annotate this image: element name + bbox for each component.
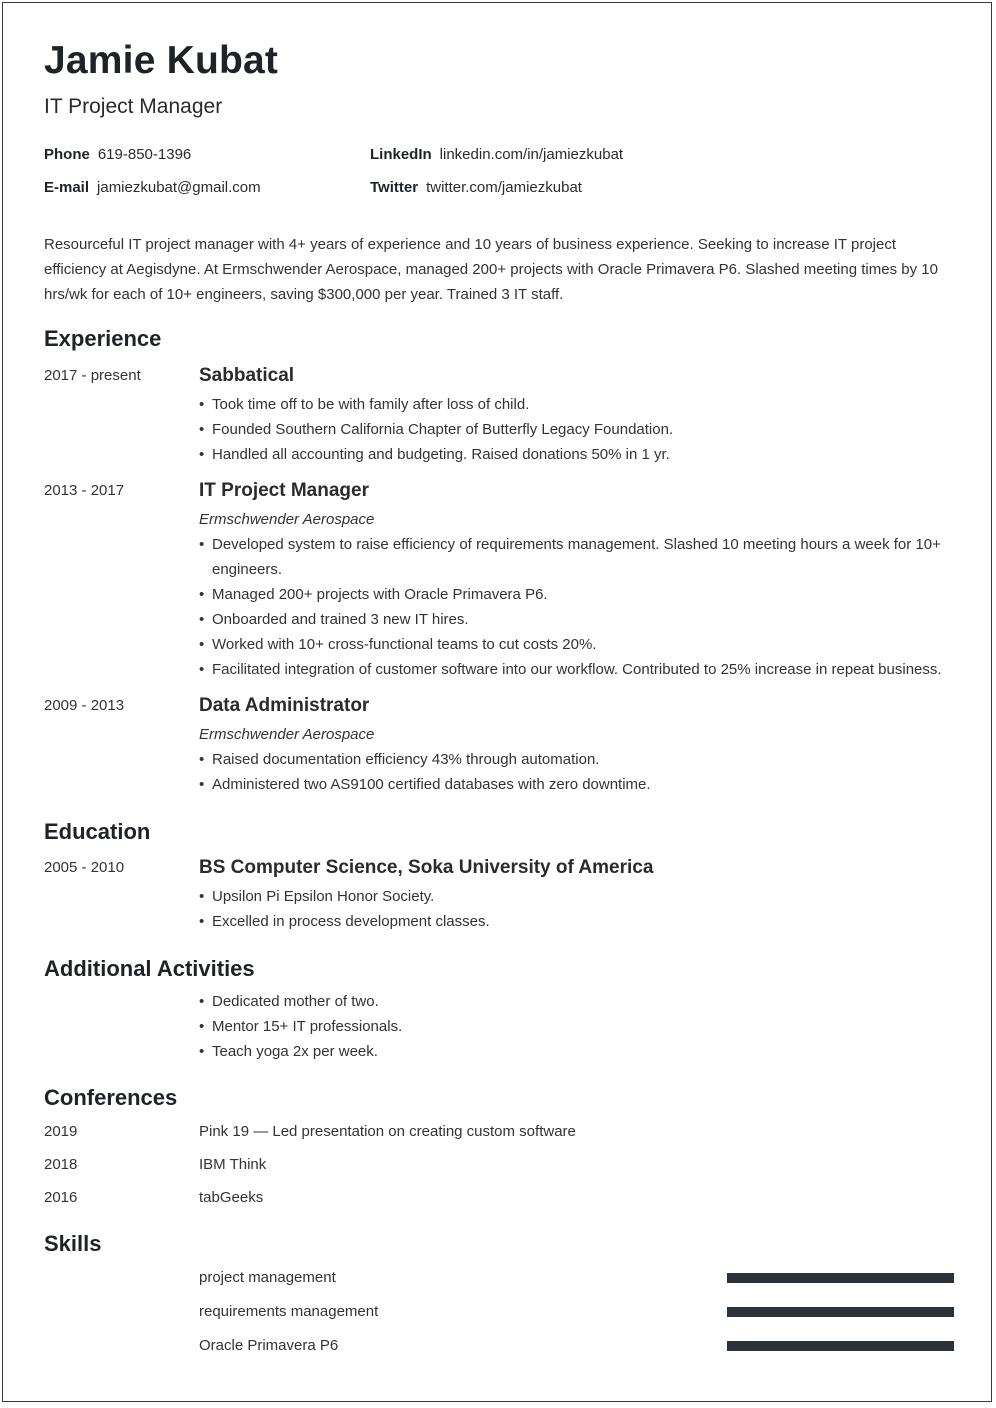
conference-year: 2016	[44, 1189, 78, 1206]
list-item: • Founded Southern California Chapter of Butterfly Legacy Foundation.	[199, 417, 951, 442]
candidate-title: IT Project Manager	[44, 95, 223, 118]
conference-year: 2018	[44, 1156, 78, 1173]
phone-label: Phone	[44, 146, 90, 163]
skill-level-fill	[727, 1307, 954, 1317]
email-label: E-mail	[44, 179, 90, 196]
job-title: Sabbatical	[199, 365, 295, 386]
linkedin-link[interactable]: linkedin.com/in/jamiezkubat	[439, 146, 624, 163]
skill-level-bar	[727, 1307, 954, 1317]
email-link[interactable]: jamiezkubat@gmail.com	[97, 179, 261, 196]
contact-email	[44, 179, 261, 196]
list-item: • Handled all accounting and budgeting. Raised donations 50% in 1 yr.	[199, 442, 951, 467]
list-item: • Facilitated integration of customer software into our workflow. Contributed to 25% increase in repeat business.	[199, 657, 944, 682]
job-dates: 2009 - 2013	[44, 697, 125, 714]
conference-text: Pink 19 — Led presentation on creating custom software	[199, 1123, 576, 1140]
job-bullets	[199, 747, 951, 797]
list-item: • Excelled in process development classes.	[199, 909, 951, 934]
summary-paragraph: Resourceful IT project manager with 4+ years of experience and 10 years of business experience. Seeking to increase IT project efficiency at Aegisdyne. At Ermschwender Aerospace, managed 200+ projects with Oracle Primavera P6. Slashed meeting times by 10 hrs/wk for each of 10+ engineers, saving $300,000 per year. Trained 3 IT staff.	[44, 236, 938, 303]
contact-twitter	[370, 179, 582, 196]
job-dates: 2013 - 2017	[44, 482, 125, 499]
list-item: • Managed 200+ projects with Oracle Primavera P6.	[199, 582, 944, 607]
conference-text: IBM Think	[199, 1156, 267, 1173]
phone-value[interactable]: 619-850-1396	[97, 146, 192, 163]
list-item: • Administered two AS9100 certified databases with zero downtime.	[199, 772, 951, 797]
list-item: • Mentor 15+ IT professionals.	[199, 1014, 951, 1039]
education-dates: 2005 - 2010	[44, 859, 125, 876]
resume-page	[2, 2, 992, 1402]
conferences-heading: Conferences	[44, 1085, 178, 1110]
list-item: • Raised documentation efficiency 43% through automation.	[199, 747, 951, 772]
skill-level-fill	[727, 1341, 954, 1351]
twitter-label: Twitter	[370, 179, 419, 196]
job-bullets	[199, 532, 944, 682]
skill-name: Oracle Primavera P6	[199, 1337, 339, 1354]
skill-level-fill	[727, 1273, 954, 1283]
list-item: • Worked with 10+ cross-functional teams to cut costs 20%.	[199, 632, 944, 657]
job-title: Data Administrator	[199, 695, 370, 716]
activities-heading: Additional Activities	[44, 956, 255, 981]
skill-level-bar	[727, 1341, 954, 1351]
list-item: • Developed system to raise efficiency of requirements management. Slashed 10 meeting hours a week for 10+ engineers.	[199, 532, 944, 582]
candidate-name: Jamie Kubat	[44, 39, 279, 82]
job-company: Ermschwender Aerospace	[199, 726, 375, 743]
list-item: • Upsilon Pi Epsilon Honor Society.	[199, 884, 951, 909]
activities-bullets	[199, 989, 951, 1064]
experience-heading: Experience	[44, 326, 162, 351]
skill-name: project management	[199, 1269, 336, 1286]
contact-phone	[44, 146, 191, 163]
skill-name: requirements management	[199, 1303, 379, 1320]
conference-text: tabGeeks	[199, 1189, 264, 1206]
skill-level-bar	[727, 1273, 954, 1283]
contact-linkedin	[370, 146, 623, 163]
job-dates: 2017 - present	[44, 367, 141, 384]
education-bullets	[199, 884, 951, 934]
job-bullets	[199, 392, 951, 467]
education-heading: Education	[44, 819, 151, 844]
job-title: IT Project Manager	[199, 480, 369, 501]
education-degree: BS Computer Science, Soka University of America	[199, 857, 654, 878]
conference-year: 2019	[44, 1123, 78, 1140]
list-item: • Teach yoga 2x per week.	[199, 1039, 951, 1064]
list-item: • Dedicated mother of two.	[199, 989, 951, 1014]
linkedin-label: LinkedIn	[370, 146, 432, 163]
list-item: • Took time off to be with family after loss of child.	[199, 392, 951, 417]
list-item: • Onboarded and trained 3 new IT hires.	[199, 607, 944, 632]
job-company: Ermschwender Aerospace	[199, 511, 375, 528]
skills-heading: Skills	[44, 1231, 102, 1256]
twitter-link[interactable]: twitter.com/jamiezkubat	[426, 179, 582, 196]
